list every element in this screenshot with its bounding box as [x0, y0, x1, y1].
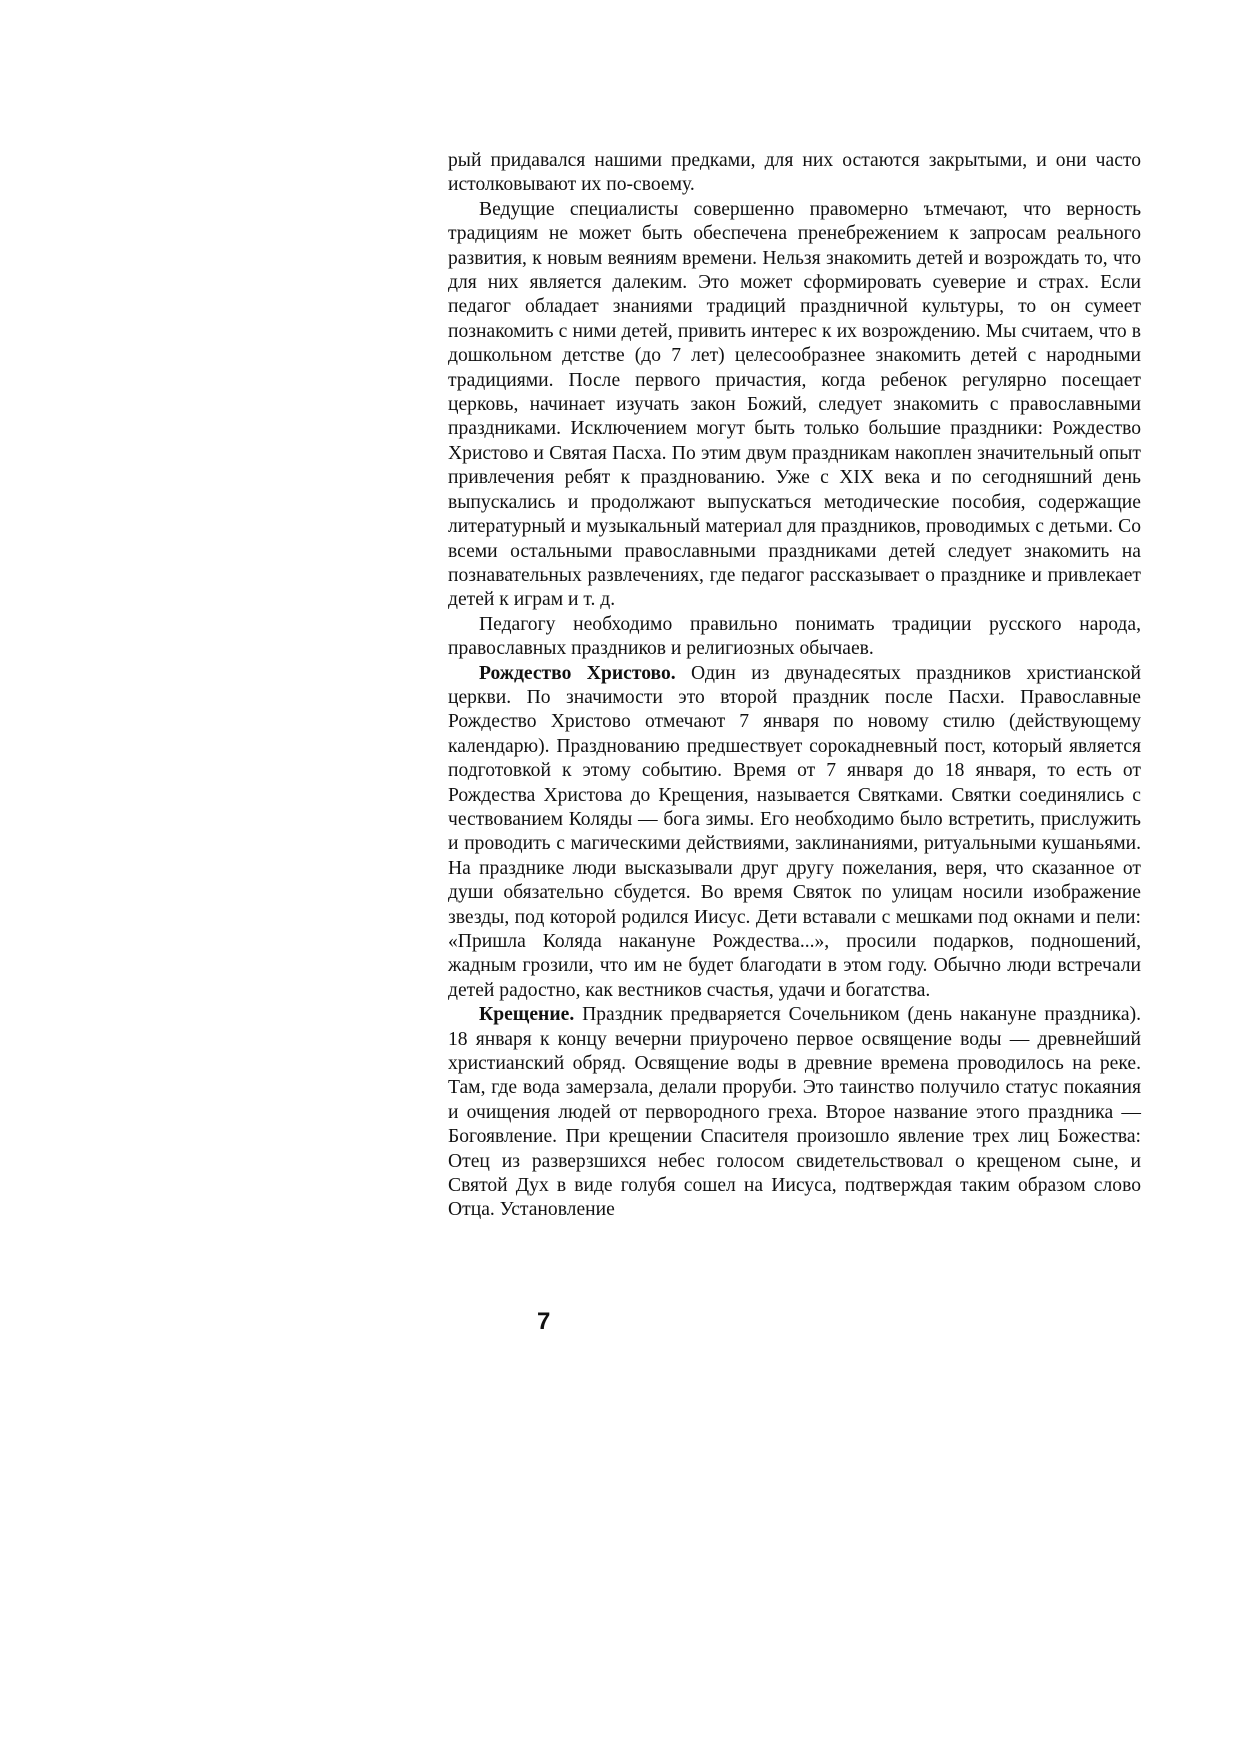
paragraph-traditions	[448, 198, 1141, 613]
paragraph-christmas	[448, 662, 1141, 1004]
paragraph-continuation	[448, 149, 1141, 198]
paragraph-text: Праздник предваряется Сочельником (день накануне праздника). 18 января к концу вечерни приурочено первое освящение воды — древнейший христианский обряд. Освящение воды в древние времена проводилось на реке. Там, где вода замерзала, делали проруби. Это таинство получило статус покаяния и очищения людей от первородного греха. Второе название этого праздника — Богоявление. При крещении Спасителя произошло явление трех лиц Божества: Отец из разверзшихся небес голосом свидетельствовал о крещеном сыне, и Святой Дух в виде голубя сошел на Иисуса, подтверждая таким образом слово Отца. Установление	[448, 1004, 1141, 1221]
paragraph-text: Педагогу необходимо правильно понимать традиции русского народа, православных праздников и религиозных обычаев.	[448, 613, 1141, 660]
paragraph-text: рый придавался нашими предками, для них остаются закрытыми, и они часто истолковывают их по-своему.	[448, 150, 1141, 196]
page-number: 7	[537, 1308, 551, 1335]
body-text	[448, 149, 1141, 1223]
paragraph-text: Один из двунадесятых праздников христианской церкви. По значимости это второй праздник после Пасхи. Православные Рождество Христово отмечают 7 января по новому стилю (действующему календарю). Празднованию предшествует сорокадневный пост, который является подготовкой к этому событию. Время от 7 января до 18 января, то есть от Рождества Христова до Крещения, называется Святками. Святки соединялись с чествованием Коляды — бога зимы. Его необходимо было встретить, прислужить и проводить с магическими действиями, заклинаниями, ритуальными кушаньями. На празднике люди высказывали друг другу пожелания, веря, что сказанное от души обязательно сбудется. Во время Святок по улицам носили изображение звезды, под которой родился Иисус. Дети вставали с мешками под окнами и пели: «Пришла Коляда накануне Рождества...», просили подарков, подношений, жадным грозили, что им не будет благодати в этом году. Обычно люди встречали детей радостно, как вестников счастья, удачи и богатства.	[448, 662, 1141, 1001]
paragraph-epiphany	[448, 1003, 1141, 1223]
paragraph-teacher	[448, 613, 1141, 662]
section-heading-epiphany: Крещение.	[479, 1004, 575, 1026]
section-heading-christmas: Рождество Христово.	[479, 662, 676, 684]
paragraph-text: Ведущие специалисты совершенно правомерно ътмечают, что верность традициям не может быть обеспечена пренебрежением к запросам реального развития, к новым веяниям времени. Нельзя знакомить детей и возрождать то, что для них является далеким. Это может сформировать суеверие и страх. Если педагог обладает знаниями традиций праздничной культуры, то он сумеет познакомить с ними детей, привить интерес к их возрождению. Мы считаем, что в дошкольном детстве (до 7 лет) целесообразнее знакомить детей с народными традициями. После первого причастия, когда ребенок регулярно посещает церковь, начинает изучать закон Божий, следует знакомить с православными праздниками. Исключением могут быть только большие праздники: Рождество Христово и Святая Пасха. По этим двум праздникам накоплен значительный опыт привлечения ребят к празднованию. Уже с XIX века и по сегодняшний день выпускались и продолжают выпускаться методические пособия, содержащие литературный и музыкальный материал для праздников, проводимых с детьми. Со всеми остальными православными праздниками детей следует знакомить на познавательных развлечениях, где педагог рассказывает о празднике и привлекает детей к играм и т. д.	[448, 198, 1141, 611]
